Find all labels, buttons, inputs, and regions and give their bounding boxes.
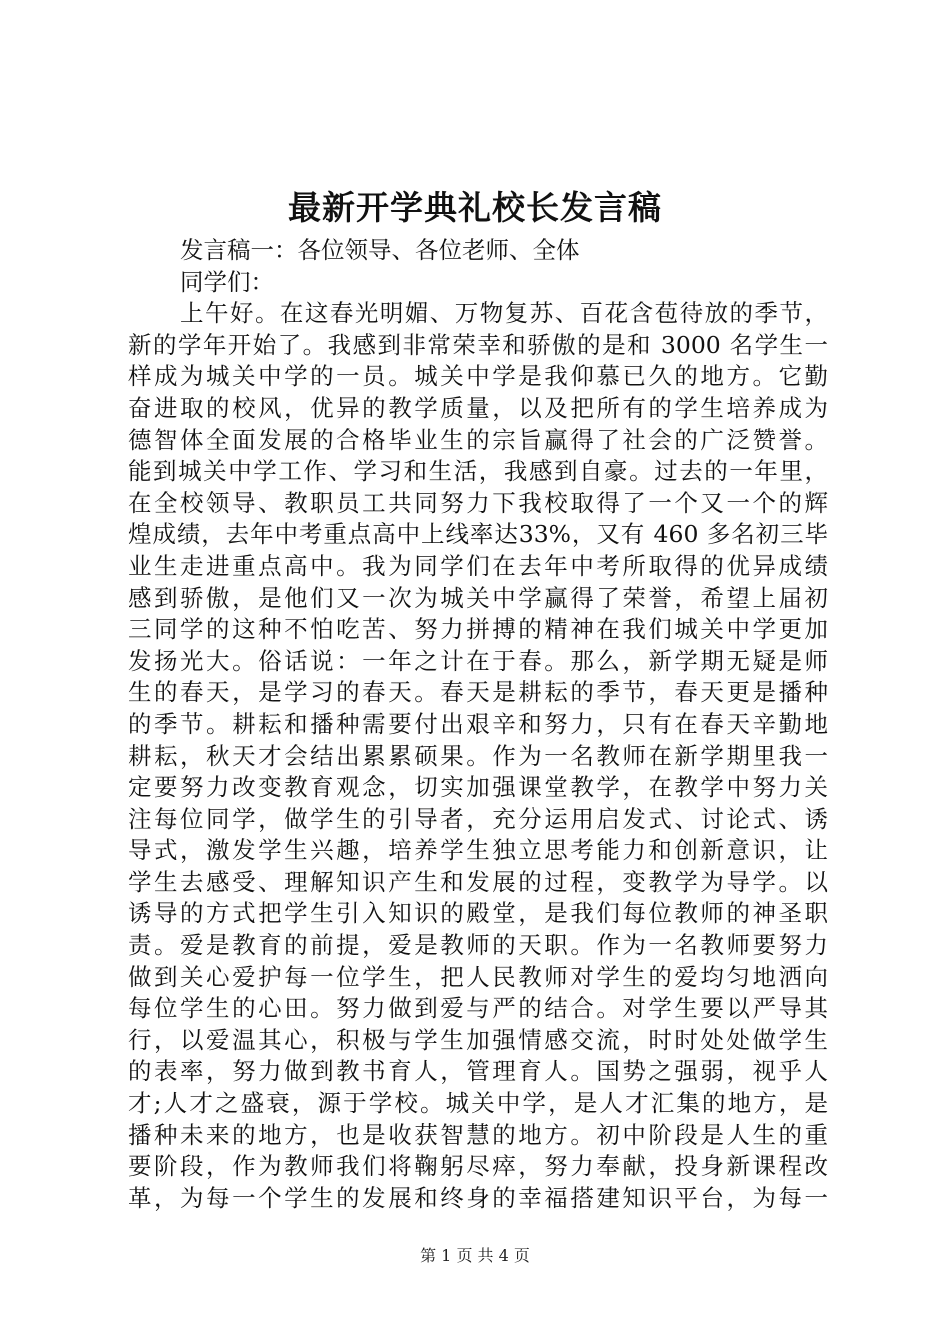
body-line: 注每位同学，做学生的引导者，充分运用启发式、讨论式、诱 <box>128 804 828 833</box>
document-body <box>128 235 828 1214</box>
body-line: 的季节。耕耘和播种需要付出艰辛和努力，只有在春天辛勤地 <box>128 709 828 738</box>
body-line: 能到城关中学工作、学习和生活，我感到自豪。过去的一年里， <box>128 457 828 486</box>
body-line: 要阶段，作为教师我们将鞠躬尽瘁，努力奉献，投身新课程改 <box>128 1152 828 1181</box>
body-line: 的表率，努力做到教书育人，管理育人。国势之强弱，视乎人 <box>128 1057 828 1086</box>
body-line: 责。爱是教育的前提，爱是教师的天职。作为一名教师要努力 <box>128 931 828 960</box>
body-line: 耕耘，秋天才会结出累累硕果。作为一名教师在新学期里我一 <box>128 741 828 770</box>
body-line: 发扬光大。俗话说：一年之计在于春。那么，新学期无疑是师 <box>128 646 828 675</box>
page-footer: 第 1 页 共 4 页 <box>420 1246 530 1265</box>
body-line: 生的春天，是学习的春天。春天是耕耘的季节，春天更是播种 <box>128 678 828 707</box>
body-line: 革，为每一个学生的发展和终身的幸福搭建知识平台，为每一 <box>128 1183 828 1212</box>
body-line: 煌成绩，去年中考重点高中上线率达33%，又有 460 多名初三毕 <box>128 520 828 549</box>
document-title: 最新开学典礼校长发言稿 <box>288 188 662 227</box>
body-line: 做到关心爱护每一位学生，把人民教师对学生的爱均匀地洒向 <box>128 962 828 991</box>
body-line: 才;人才之盛衰，源于学校。城关中学，是人才汇集的地方，是 <box>128 1089 828 1118</box>
body-line: 上午好。在这春光明媚、万物复苏、百花含苞待放的季节， <box>180 299 828 328</box>
body-line: 诱导的方式把学生引入知识的殿堂，是我们每位教师的神圣职 <box>128 899 828 928</box>
body-line: 导式，激发学生兴趣，培养学生独立思考能力和创新意识，让 <box>128 836 828 865</box>
body-line: 播种未来的地方，也是收获智慧的地方。初中阶段是人生的重 <box>128 1120 828 1149</box>
body-line: 样成为城关中学的一员。城关中学是我仰慕已久的地方。它勤 <box>128 362 828 391</box>
body-line: 德智体全面发展的合格毕业生的宗旨赢得了社会的广泛赞誉。 <box>128 425 828 454</box>
body-line: 感到骄傲，是他们又一次为城关中学赢得了荣誉，希望上届初 <box>128 583 828 612</box>
body-line: 发言稿一：各位领导、各位老师、全体 <box>180 236 580 264</box>
body-line: 业生走进重点高中。我为同学们在去年中考所取得的优异成绩 <box>128 551 828 580</box>
body-line: 定要努力改变教育观念，切实加强课堂教学，在教学中努力关 <box>128 773 828 802</box>
body-line: 奋进取的校风，优异的教学质量，以及把所有的学生培养成为 <box>128 393 828 422</box>
body-line: 在全校领导、教职员工共同努力下我校取得了一个又一个的辉 <box>128 488 828 517</box>
body-line: 同学们： <box>180 267 274 296</box>
body-line: 新的学年开始了。我感到非常荣幸和骄傲的是和 3000 名学生一 <box>128 330 828 359</box>
body-line: 三同学的这种不怕吃苦、努力拼搏的精神在我们城关中学更加 <box>128 615 828 644</box>
body-line: 每位学生的心田。努力做到爱与严的结合。对学生要以严导其 <box>128 994 828 1023</box>
body-line: 学生去感受、理解知识产生和发展的过程，变教学为导学。以 <box>128 867 828 896</box>
body-line: 行，以爱温其心，积极与学生加强情感交流，时时处处做学生 <box>128 1025 828 1054</box>
